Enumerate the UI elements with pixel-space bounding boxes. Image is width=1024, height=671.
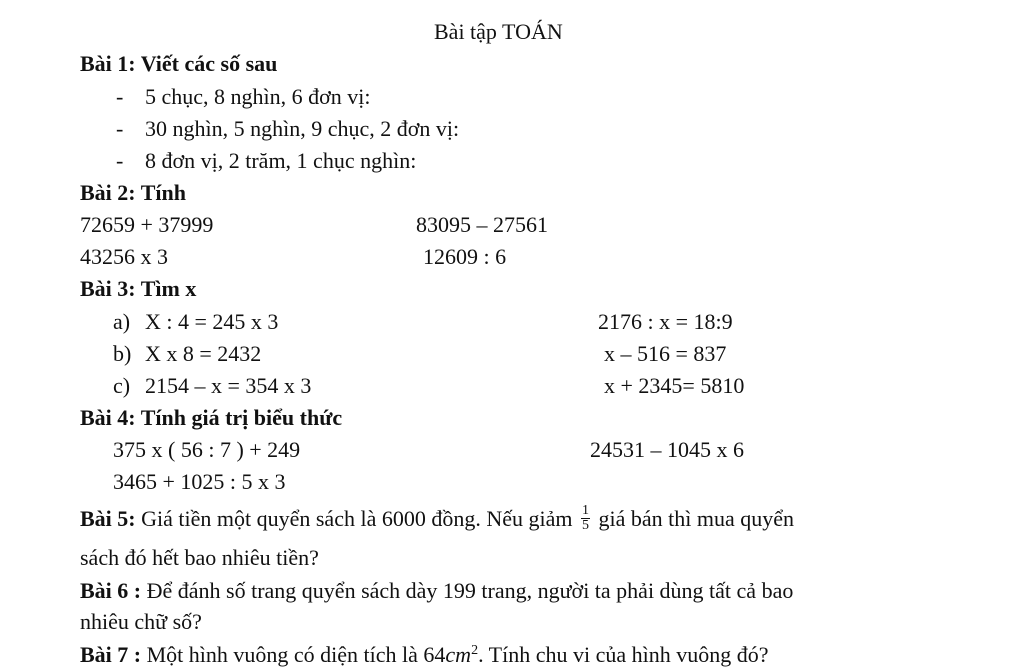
bai2-expr: 12609 : 6 xyxy=(423,244,507,269)
bai6-line2: nhiêu chữ số? xyxy=(80,609,202,634)
bai7-text: . Tính chu vi của hình vuông đó? xyxy=(478,642,769,667)
bai3-label: a) xyxy=(113,309,131,334)
bai5-text: giá bán thì mua quyển xyxy=(598,506,794,531)
bai3-equation: X : 4 = 245 x 3 xyxy=(145,309,279,334)
bai1-item: 8 đơn vị, 2 trăm, 1 chục nghìn: xyxy=(145,148,417,173)
bai3-equation: x – 516 = 837 xyxy=(604,341,727,366)
bai3-equation: X x 8 = 2432 xyxy=(145,341,262,366)
bai6-text: Để đánh số trang quyển sách dày 199 trang, người ta phải dùng tất cả bao xyxy=(141,578,794,603)
bai5-line2: sách đó hết bao nhiêu tiền? xyxy=(80,545,319,570)
bai2-expr: 43256 x 3 xyxy=(80,244,168,269)
bai3-label: c) xyxy=(113,373,131,398)
bai4-expr: 375 x ( 56 : 7 ) + 249 xyxy=(113,437,301,462)
bai7-line xyxy=(80,642,769,668)
bai5-line1 xyxy=(80,503,794,535)
bai2-expr: 83095 – 27561 xyxy=(416,212,548,237)
bai1-bullet: - xyxy=(116,84,124,109)
bai4-expr: 24531 – 1045 x 6 xyxy=(590,437,744,462)
bai3-equation: x + 2345= 5810 xyxy=(604,373,745,398)
bai7-text: Một hình vuông có diện tích là 64 xyxy=(141,642,446,667)
bai5-text: Giá tiền một quyển sách là 6000 đồng. Nếu giảm xyxy=(135,506,573,531)
bai2-heading: Bài 2: Tính xyxy=(80,180,186,205)
bai3-heading: Bài 3: Tìm x xyxy=(80,276,197,301)
bai6-label: Bài 6 : xyxy=(80,578,142,603)
bai7-unit: cm xyxy=(445,642,472,667)
bai1-item: 30 nghìn, 5 nghìn, 9 chục, 2 đơn vị: xyxy=(145,116,460,141)
bai4-expr: 3465 + 1025 : 5 x 3 xyxy=(113,469,286,494)
fraction-numerator: 1 xyxy=(581,503,589,519)
bai3-equation: 2154 – x = 354 x 3 xyxy=(145,373,312,398)
bai5-fraction xyxy=(581,504,590,533)
bai2-expr: 72659 + 37999 xyxy=(80,212,214,237)
bai1-bullet: - xyxy=(116,148,124,173)
bai3-label: b) xyxy=(113,341,132,366)
page-title: Bài tập TOÁN xyxy=(434,19,563,44)
bai7-exponent: 2 xyxy=(471,643,479,658)
fraction-denominator: 5 xyxy=(581,518,589,534)
bai1-item: 5 chục, 8 nghìn, 6 đơn vị: xyxy=(145,84,371,109)
bai1-heading: Bài 1: Viết các số sau xyxy=(80,51,278,76)
bai3-equation: 2176 : x = 18:9 xyxy=(598,309,733,334)
bai5-label: Bài 5: xyxy=(80,506,136,531)
bai1-bullet: - xyxy=(116,116,124,141)
bai7-label: Bài 7 : xyxy=(80,642,142,667)
bai6-line1 xyxy=(80,578,793,604)
bai4-heading: Bài 4: Tính giá trị biểu thức xyxy=(80,405,343,430)
